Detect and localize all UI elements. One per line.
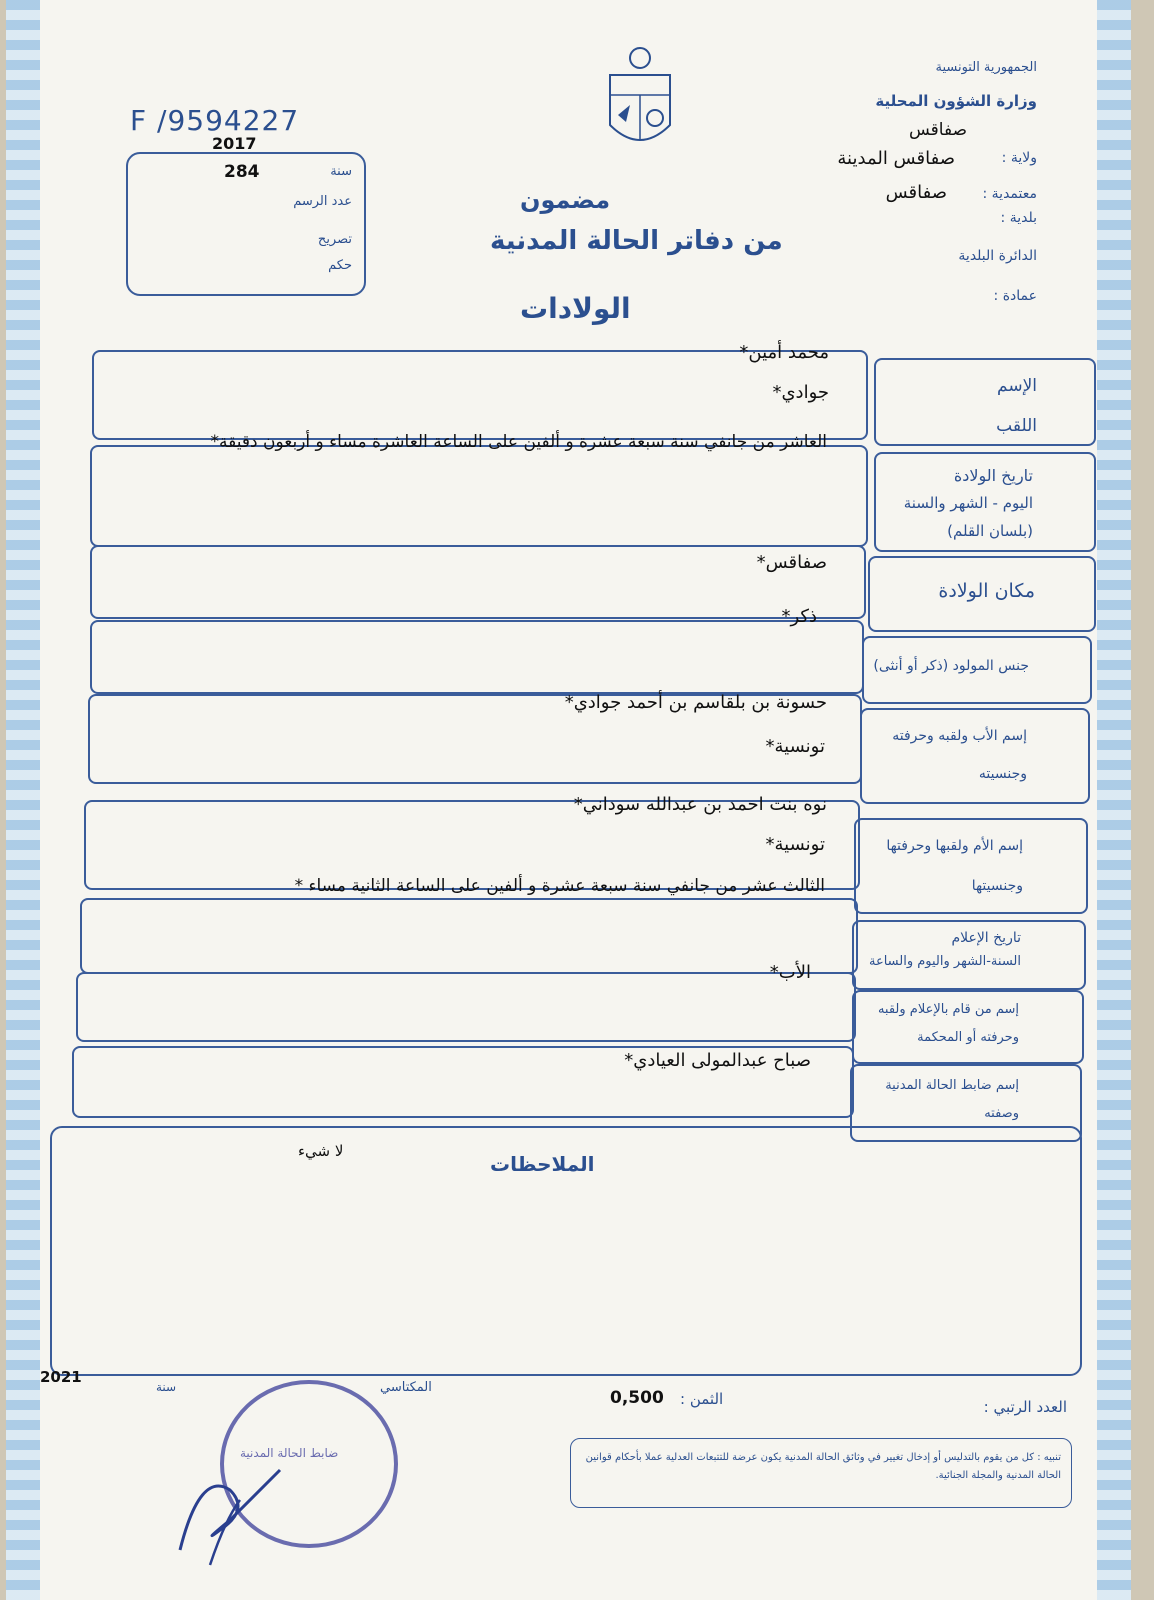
mother-nationality-label: وجنسيتها bbox=[971, 878, 1023, 894]
handwritten-signature-icon bbox=[140, 1430, 300, 1570]
title-births: الولادات bbox=[520, 292, 631, 325]
father-nationality-label: وجنسيته bbox=[978, 766, 1027, 782]
municipality-label: بلدية : bbox=[1000, 210, 1037, 226]
delegation-label: معتمدية : bbox=[982, 186, 1037, 202]
birthdate-in-words-label: (بلسان القلم) bbox=[947, 522, 1033, 540]
row-declarant-value-box bbox=[76, 972, 856, 1042]
declaration-date-value: الثالث عشر من جانفي سنة سبعة عشرة و ألفين على الساعة الثانية مساء * bbox=[294, 876, 825, 896]
birthplace-value: صفاقس* bbox=[756, 552, 827, 573]
right-decorative-border bbox=[1097, 0, 1131, 1600]
title-extract: مضمون bbox=[520, 186, 611, 214]
clerk-label: المكتاسي bbox=[380, 1380, 432, 1395]
birthdate-value: العاشر من جانفي سنة سبعة عشرة و ألفين على الساعة العاشرة مساء و أربعون دقيقة* bbox=[210, 432, 827, 452]
sex-label: جنس المولود (ذكر أو أنثى) bbox=[873, 658, 1029, 674]
tunisia-coat-of-arms-icon bbox=[600, 40, 680, 160]
row-mother-label-box bbox=[854, 818, 1088, 914]
father-value: حسونة بن بلقاسم بن أحمد جوادي* bbox=[564, 692, 827, 713]
seal-text: ضابط الحالة المدنية bbox=[240, 1446, 339, 1460]
birthplace-label: مكان الولادة bbox=[938, 580, 1035, 602]
surname-value: جوادي* bbox=[772, 382, 829, 403]
remarks-value: لا شيء bbox=[298, 1142, 344, 1160]
serial-number: F /9594227 bbox=[130, 104, 300, 137]
governorate-label: ولاية : bbox=[1001, 150, 1037, 166]
certificate-paper bbox=[6, 0, 1131, 1600]
officer-sublabel: وصفته bbox=[984, 1106, 1019, 1121]
birthdate-label: تاريخ الولادة bbox=[953, 466, 1033, 485]
serial-year: 2017 bbox=[212, 134, 257, 153]
act-number: 284 bbox=[224, 162, 260, 182]
declaration-date-sublabel: السنة-الشهر واليوم والساعة bbox=[868, 954, 1021, 969]
republic-label: الجمهورية التونسية bbox=[935, 60, 1037, 75]
sex-value: ذكر* bbox=[781, 606, 817, 627]
ministry-label: وزارة الشؤون المحلية bbox=[875, 92, 1037, 110]
mother-nationality-value: تونسية* bbox=[765, 834, 825, 855]
price-label: الثمن : bbox=[680, 1390, 724, 1408]
district-label: الدائرة البلدية bbox=[958, 248, 1037, 264]
declarant-value: الأب* bbox=[769, 962, 811, 983]
birthdate-sublabel: اليوم - الشهر والسنة bbox=[903, 494, 1033, 512]
mother-label: إسم الأم ولقبها وحرفتها bbox=[886, 838, 1023, 854]
row-name-label-box bbox=[874, 358, 1096, 446]
act-number-label: عدد الرسم bbox=[293, 194, 352, 209]
row-declaration-date-value-box bbox=[80, 898, 858, 974]
warning-text: تنبيه : كل من يقوم بالتدليس أو إدخال تغيير في وثائق الحالة المدنية يكون عرضة للتتبعات العدلية عملا بأحكام قوانين الحالة المدنية والمجلة الجنائية. bbox=[585, 1452, 1061, 1481]
father-nationality-value: تونسية* bbox=[765, 736, 825, 757]
row-sex-value-box bbox=[90, 620, 864, 694]
omda-label: عمادة : bbox=[993, 288, 1037, 304]
declarant-label: إسم من قام بالإعلام ولقبه bbox=[877, 1002, 1019, 1017]
name-label: الإسم bbox=[997, 376, 1037, 396]
footer-year: 2021 bbox=[40, 1368, 82, 1386]
footer-year-label: سنة bbox=[156, 1380, 177, 1394]
act-info-box bbox=[126, 152, 366, 296]
remarks-label: الملاحظات bbox=[490, 1152, 595, 1176]
price-value: 0,500 bbox=[610, 1388, 664, 1408]
name-value: محمد أمين* bbox=[739, 342, 829, 363]
declaration-date-label: تاريخ الإعلام bbox=[951, 930, 1021, 946]
governorate-value: صفاقس المدينة bbox=[837, 148, 955, 169]
row-birthplace-value-box bbox=[90, 545, 866, 619]
row-father-label-box bbox=[860, 708, 1090, 804]
declarant-sublabel: وحرفته أو المحكمة bbox=[917, 1030, 1019, 1045]
certificate-body bbox=[40, 0, 1097, 1600]
row-birthdate-value-box bbox=[90, 445, 868, 547]
year-label: سنة bbox=[330, 164, 352, 179]
stamp-city: صفاقس bbox=[908, 120, 967, 140]
surname-label: اللقب bbox=[996, 416, 1037, 436]
judgment-label: حكم bbox=[328, 258, 352, 273]
title-registers: من دفاتر الحالة المدنية bbox=[490, 226, 783, 256]
father-label: إسم الأب ولقبه وحرفته bbox=[892, 728, 1027, 744]
declaration-label: تصريح bbox=[317, 232, 352, 247]
officer-label: إسم ضابط الحالة المدنية bbox=[885, 1078, 1019, 1093]
warning-box bbox=[570, 1438, 1072, 1508]
officer-value: صباح عبدالمولى العيادي* bbox=[624, 1050, 811, 1071]
row-name-value-box bbox=[92, 350, 868, 440]
left-decorative-border bbox=[6, 0, 40, 1600]
serial-label: العدد الرتبي : bbox=[983, 1398, 1067, 1416]
mother-value: نوه بنت احمد بن عبدالله سوداني* bbox=[573, 794, 827, 815]
delegation-value: صفاقس bbox=[885, 182, 947, 203]
